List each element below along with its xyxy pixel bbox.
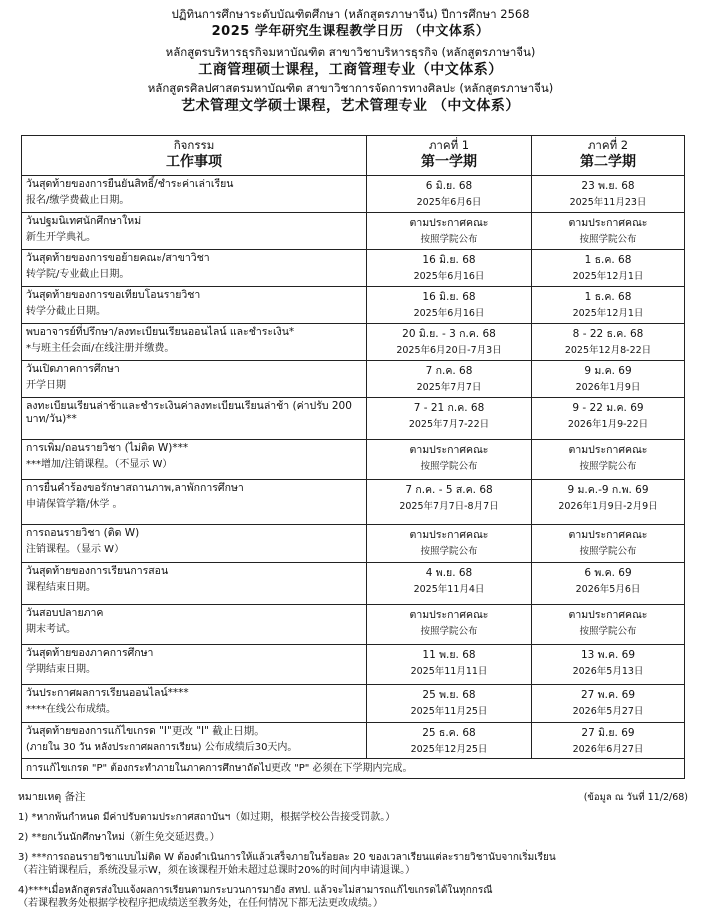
semester-1-date-chinese: 2025年7月7-22日 (408, 419, 490, 430)
header-semester-2-chinese: 第二学期 (580, 154, 636, 170)
activity-thai: วันสุดท้ายของการขอย้ายคณะ/สาขาวิชา (26, 252, 210, 264)
semester-1-date: 6 มิ.ย. 68 (425, 180, 473, 192)
academic-calendar-table (21, 135, 685, 779)
semester-1-date: 7 ก.ค. - 5 ส.ค. 68 (405, 484, 493, 496)
activity-thai: วันสุดท้ายของการยืนยันสิทธิ์/ชำระค่าเล่าเรียน (26, 178, 234, 190)
calendar-header (0, 0, 701, 116)
notes-title: หมายเหตุ 备注 (18, 791, 86, 803)
header-chinese-program-mba: 工商管理硕士课程，工商管理专业（中文体系） (198, 62, 503, 78)
note-3-thai: 3) ***การถอนรายวิชาแบบไม่ติด W ต้องดำเนินการให้แล้วเสร็จภายในร้อยละ 20 ของเวลาเรียนแต่ละรายวิชานับจากเริ่มเรียน (18, 852, 556, 863)
table-row (22, 685, 685, 723)
semester-2-date: 9 ม.ค. 69 (584, 365, 632, 377)
note-3-chinese: （若注销课程后，系统没显示W，须在该课程开始未超过总课时20%的时间内申请退课。） (18, 865, 416, 876)
header-thai-title: ปฏิทินการศึกษาระดับบัณฑิตศึกษา (หลักสูตรภาษาจีน) ปีการศึกษา 2568 (171, 7, 530, 21)
semester-1-date: 4 พ.ย. 68 (425, 567, 473, 579)
semester-2-date: 27 มิ.ย. 69 (581, 727, 635, 739)
semester-1-date: 25 ธ.ค. 68 (422, 727, 476, 739)
semester-2-date-chinese: 2025年12月1日 (572, 271, 644, 282)
semester-2-date-chinese: 2026年1月9-22日 (567, 419, 649, 430)
semester-1-date: ตามประกาศคณะ (409, 609, 489, 621)
semester-1-date: 25 พ.ย. 68 (422, 689, 476, 701)
semester-2-date: 13 พ.ค. 69 (580, 649, 636, 661)
activity-thai: วันปฐมนิเทศนักศึกษาใหม่ (26, 215, 142, 227)
table-row (22, 525, 685, 563)
header-thai-program-arts: หลักสูตรศิลปศาสตรมหาบัณฑิต สาขาวิชาการจัดการทางศิลปะ (หลักสูตรภาษาจีน) (147, 81, 554, 95)
grade-p-note: การแก้ไขเกรด "P" ต้องกระทำภายในภาคการศึกษาถัดไป更改 "P" 必须在下学期内完成。 (22, 759, 685, 779)
semester-2-date-chinese: 按照学院公布 (579, 626, 637, 637)
semester-2-date-chinese: 按照学院公布 (579, 234, 637, 245)
header-semester-2-thai: ภาคที่ 2 (587, 138, 629, 152)
note-1: 1) *หากพ้นกำหนด มีค่าปรับตามประกาศสถาบันฯ（如过期，根据学校公告接受罚款。） (18, 812, 396, 823)
semester-2-date-chinese: 2025年12月8-22日 (564, 345, 652, 356)
semester-2-date-chinese: 2026年6月27日 (572, 744, 644, 755)
table-footer-row (22, 759, 685, 779)
activity-thai: การยื่นคำร้องขอรักษาสถานภาพ,ลาพักการศึกษา (26, 482, 244, 494)
semester-1-date: 7 ก.ค. 68 (425, 365, 473, 377)
activity-chinese: 申请保管学籍/休学 。 (26, 499, 123, 510)
semester-1-date-chinese: 按照学院公布 (420, 461, 478, 472)
activity-chinese: ***增加/注销课程。（不显示 W） (26, 459, 173, 470)
semester-2-date: 6 พ.ค. 69 (584, 567, 632, 579)
semester-2-date-chinese: 2026年1月9日-2月9日 (558, 501, 658, 512)
semester-2-date: ตามประกาศคณะ (568, 217, 648, 229)
semester-2-date-chinese: 按照学院公布 (579, 461, 637, 472)
semester-1-date: ตามประกาศคณะ (409, 217, 489, 229)
semester-1-date: 7 - 21 ก.ค. 68 (413, 402, 485, 414)
note-2: 2) **ยกเว้นนักศึกษาใหม่（新生免交延迟费。） (18, 832, 220, 843)
activity-chinese: 课程结束日期。 (26, 582, 96, 593)
header-chinese-title: 2025 学年研究生课程教学日历 （中文体系） (211, 24, 490, 39)
semester-1-date: ตามประกาศคณะ (409, 444, 489, 456)
table-row (22, 440, 685, 480)
notes-section (18, 791, 688, 910)
semester-2-date: 1 ธ.ค. 68 (584, 254, 632, 266)
table-row (22, 176, 685, 213)
semester-2-date: 8 - 22 ธ.ค. 68 (572, 328, 644, 340)
header-activity-thai: กิจกรรม (173, 138, 215, 152)
semester-2-date: 1 ธ.ค. 68 (584, 291, 632, 303)
header-activity-chinese: 工作事项 (166, 154, 222, 170)
activity-chinese: 期末考试。 (26, 624, 76, 635)
data-updated-date: (ข้อมูล ณ วันที่ 11/2/68) (583, 792, 688, 803)
semester-1-date-chinese: 2025年11月4日 (413, 584, 485, 595)
semester-1-date-chinese: 2025年6月16日 (413, 271, 485, 282)
table-row (22, 250, 685, 287)
table-row (22, 723, 685, 759)
semester-1-date: ตามประกาศคณะ (409, 529, 489, 541)
header-semester-2 (532, 136, 685, 176)
note-3 (18, 851, 688, 877)
semester-1-date: 16 มิ.ย. 68 (422, 254, 476, 266)
activity-thai: ลงทะเบียนเรียนล่าช้าและชำระเงินค่าลงทะเบียนเรียนล่าช้า (ค่าปรับ 200 บาท/วัน)** (26, 400, 352, 425)
semester-2-date: 9 - 22 ม.ค. 69 (572, 402, 644, 414)
semester-2-date: ตามประกาศคณะ (568, 529, 648, 541)
semester-1-date-chinese: 按照学院公布 (420, 234, 478, 245)
activity-thai: วันสุดท้ายของภาคการศึกษา (26, 647, 154, 659)
semester-2-date-chinese: 2025年12月1日 (572, 308, 644, 319)
activity-thai: การเพิ่ม/ถอนรายวิชา (ไม่ติด W)*** (26, 442, 189, 454)
activity-chinese: 报名/缴学费截止日期。 (26, 195, 130, 206)
activity-chinese: 转学分截止日期。 (26, 306, 106, 317)
semester-2-date: ตามประกาศคณะ (568, 609, 648, 621)
semester-2-date-chinese: 2026年1月9日 (575, 382, 641, 393)
activity-chinese: 注销课程。（显示 W） (26, 544, 125, 555)
semester-1-date-chinese: 2025年6月16日 (413, 308, 485, 319)
semester-2-date: 23 พ.ย. 68 (581, 180, 635, 192)
table-row (22, 287, 685, 324)
semester-1-date-chinese: 2025年6月6日 (416, 197, 482, 208)
table-row (22, 324, 685, 361)
semester-1-date-chinese: 2025年11月25日 (410, 706, 488, 717)
note-4-thai: 4)****เมื่อหลักสูตรส่งใบแจ้งผลการเรียนตามกระบวนการมายัง สทป. แล้วจะไม่สามารถแก้ไขเกรดได้ในทุกกรณี (18, 885, 493, 896)
activity-thai: การถอนรายวิชา (ติด W) (26, 527, 140, 539)
table-row (22, 480, 685, 525)
semester-1-date-chinese: 按照学院公布 (420, 626, 478, 637)
semester-2-date-chinese: 2025年11月23日 (569, 197, 647, 208)
table-row (22, 605, 685, 645)
table-row (22, 398, 685, 440)
semester-1-date: 16 มิ.ย. 68 (422, 291, 476, 303)
semester-1-date-chinese: 2025年11月11日 (410, 666, 488, 677)
activity-chinese: ****在线公布成绩。 (26, 704, 116, 715)
header-semester-1 (367, 136, 532, 176)
semester-1-date-chinese: 2025年12月25日 (410, 744, 488, 755)
activity-thai: วันสอบปลายภาค (26, 607, 104, 619)
semester-1-date-chinese: 2025年7月7日-8月7日 (399, 501, 499, 512)
semester-1-date: 20 มิ.ย. - 3 ก.ค. 68 (402, 328, 496, 340)
semester-1-date-chinese: 2025年7月7日 (416, 382, 482, 393)
semester-1-date: 11 พ.ย. 68 (422, 649, 476, 661)
activity-thai: วันสุดท้ายของการเรียนการสอน (26, 565, 169, 577)
activity-chinese: *与班主任会面/在线注册并缴费。 (26, 343, 175, 354)
activity-thai: วันเปิดภาคการศึกษา (26, 363, 120, 375)
activity-chinese: 转学院/专业截止日期。 (26, 269, 130, 280)
table-row (22, 563, 685, 605)
activity-thai: วันสุดท้ายของการขอเทียบโอนรายวิชา (26, 289, 201, 301)
semester-1-date-chinese: 2025年6月20日-7月3日 (396, 345, 502, 356)
semester-2-date: ตามประกาศคณะ (568, 444, 648, 456)
activity-chinese: (ภายใน 30 วัน หลังประกาศผลการเรียน) 公布成绩后30天内。 (26, 742, 298, 753)
activity-thai: พบอาจารย์ที่ปรึกษา/ลงทะเบียนเรียนออนไลน์ และชำระเงิน* (26, 326, 295, 338)
semester-2-date-chinese: 2026年5月27日 (572, 706, 644, 717)
header-semester-1-thai: ภาคที่ 1 (428, 138, 470, 152)
note-4-chinese: （若课程教务处根据学校程序把成绩送至教务处，在任何情况下都无法更改成绩。） (18, 898, 383, 909)
activity-chinese: 新生开学典礼。 (26, 232, 96, 243)
activity-chinese: 开学日期 (26, 380, 66, 391)
header-activity (22, 136, 367, 176)
table-row (22, 645, 685, 685)
activity-thai: วันประกาศผลการเรียนออนไลน์**** (26, 687, 189, 699)
note-4 (18, 884, 688, 910)
semester-2-date-chinese: 2026年5月13日 (572, 666, 644, 677)
header-thai-program-mba: หลักสูตรบริหารธุรกิจมหาบัณฑิต สาขาวิชาบริหารธุรกิจ (หลักสูตรภาษาจีน) (165, 45, 536, 59)
table-row (22, 213, 685, 250)
header-semester-1-chinese: 第一学期 (421, 154, 477, 170)
activity-thai: วันสุดท้ายของการแก้ไขเกรด "I"更改 "I" 截止日期。 (26, 725, 265, 737)
activity-chinese: 学期结束日期。 (26, 664, 96, 675)
table-row (22, 361, 685, 398)
header-chinese-program-arts: 艺术管理文学硕士课程，艺术管理专业 （中文体系） (181, 98, 520, 114)
semester-2-date: 27 พ.ค. 69 (580, 689, 636, 701)
semester-2-date-chinese: 按照学院公布 (579, 546, 637, 557)
semester-2-date: 9 ม.ค.-9 ก.พ. 69 (567, 484, 649, 496)
semester-1-date-chinese: 按照学院公布 (420, 546, 478, 557)
semester-2-date-chinese: 2026年5月6日 (575, 584, 641, 595)
